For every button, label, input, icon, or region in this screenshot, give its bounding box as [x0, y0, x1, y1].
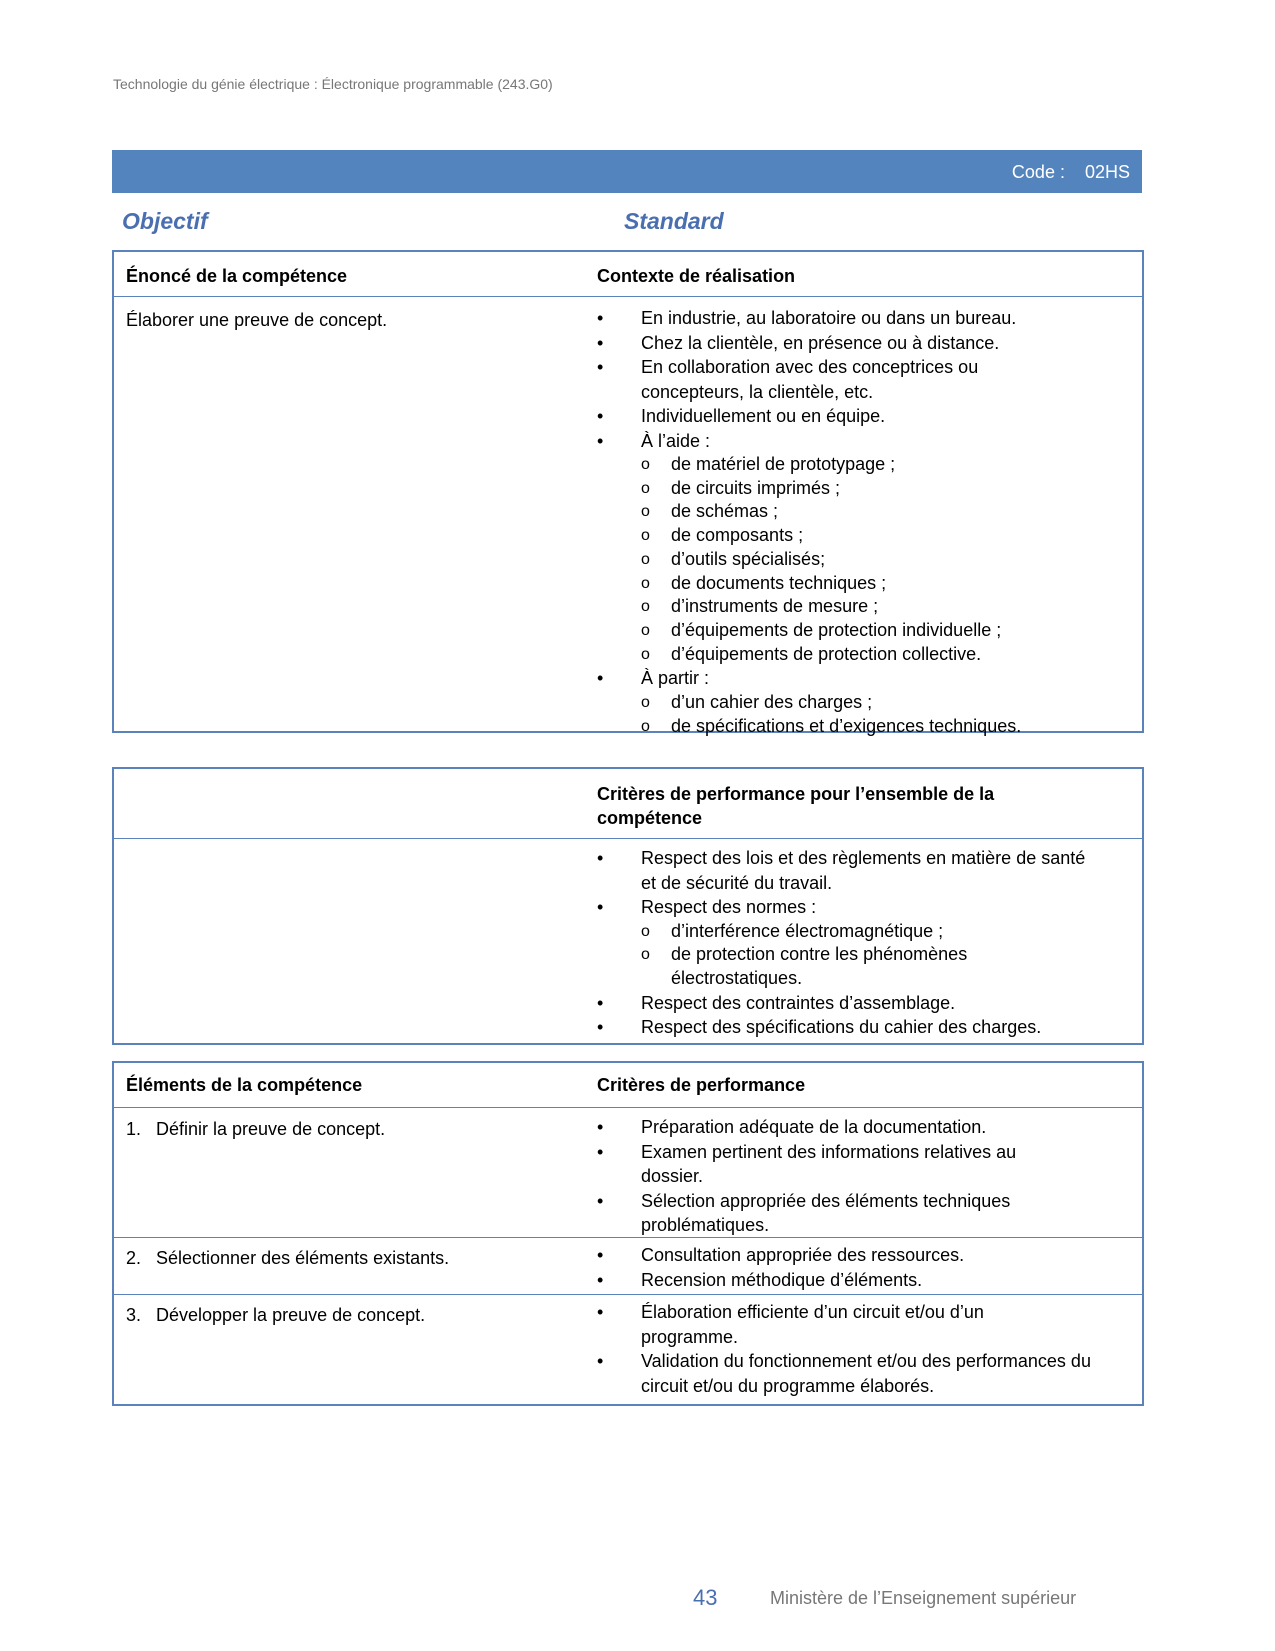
element-label [126, 1117, 576, 1141]
element-number: 2. [126, 1248, 142, 1268]
list-item [597, 895, 1134, 991]
normes-label: Respect des normes : [641, 897, 817, 917]
criteria-list [597, 1300, 1134, 1398]
section-standard: Standard [624, 208, 724, 234]
list-item: • En collaboration avec des conceptrices ou concepteurs, la clientèle, etc. [597, 355, 1031, 404]
criteria-list [597, 1115, 1134, 1238]
list-item: o d’outils spécialisés; [641, 548, 1134, 572]
elements-header: Éléments de la compétence [126, 1075, 363, 1095]
element-text: Développer la preuve de concept. [156, 1305, 426, 1325]
element-label [126, 1303, 576, 1327]
overall-criteria-table [112, 767, 1144, 1045]
element-text: Sélectionner des éléments existants. [156, 1248, 450, 1268]
list-item [597, 429, 1134, 667]
list-item: o de schémas ; [641, 500, 1134, 524]
competence-table [112, 250, 1144, 736]
list-item: • Respect des contraintes d’assemblage. [597, 991, 1134, 1016]
list-item: o d’équipements de protection collective. [641, 643, 1134, 667]
list-item: o d’instruments de mesure ; [641, 595, 1134, 619]
list-item: o d’un cahier des charges ; [641, 691, 1134, 715]
list-item: • Préparation adéquate de la documentation. [597, 1115, 1134, 1140]
list-item: o de spécifications et d’exigences techniques. [641, 715, 1134, 739]
competency-code [1012, 162, 1130, 183]
list-item: o de composants ; [641, 524, 1134, 548]
list-item: o de documents techniques ; [641, 572, 1134, 596]
page-number: 43 [693, 1585, 718, 1610]
criteria-list [597, 1243, 1134, 1292]
element-number: 3. [126, 1305, 142, 1325]
list-item: o d’interférence électromagnétique ; [641, 920, 1134, 944]
list-item [597, 666, 1134, 738]
list-item: o de protection contre les phénomènes électrostatiques. [641, 943, 1021, 990]
program-title: Technologie du génie électrique : Électronique programmable (243.G0) [113, 76, 553, 92]
aide-sublist [641, 453, 1134, 666]
partir-label: À partir : [641, 668, 710, 689]
list-item: • Individuellement ou en équipe. [597, 404, 1134, 429]
elements-table [112, 1061, 1144, 1406]
list-item: • Consultation appropriée des ressources. [597, 1243, 1134, 1268]
footer-ministry: Ministère de l’Enseignement supérieur [770, 1588, 1077, 1608]
list-item: • Validation du fonctionnement et/ou des performances du circuit et/ou du programme élaborés. [597, 1349, 1141, 1398]
list-item: • Sélection appropriée des éléments techniques problématiques. [597, 1189, 1071, 1238]
code-label: Code : [1011, 162, 1065, 182]
overall-criteria-list [597, 846, 1134, 1040]
element-number: 1. [126, 1119, 142, 1139]
competence-table-body [114, 297, 1142, 738]
list-item: o d’équipements de protection individuelle ; [641, 619, 1134, 643]
code-value: 02HS [1084, 162, 1130, 182]
competence-table-header [114, 252, 1142, 297]
overall-criteria-header-row [114, 769, 1142, 839]
list-item: • Respect des lois et des règlements en matière de santé et de sécurité du travail. [597, 846, 1096, 895]
overall-criteria-header: Critères de performance pour l’ensemble de la compétence [597, 784, 995, 828]
list-item: • Chez la clientèle, en présence ou à distance. [597, 331, 1134, 356]
element-label [126, 1246, 576, 1270]
element-row-3 [114, 1295, 1142, 1398]
section-objectif: Objectif [122, 208, 208, 234]
enonce-header: Énoncé de la compétence [126, 266, 348, 286]
contexte-list [597, 306, 1134, 738]
list-item: • Recension méthodique d’éléments. [597, 1268, 1134, 1293]
overall-criteria-body [114, 839, 1142, 1040]
list-item: o de circuits imprimés ; [641, 477, 1134, 501]
element-row-1 [114, 1108, 1142, 1238]
list-item: • Respect des spécifications du cahier des charges. [597, 1015, 1134, 1040]
partir-sublist [641, 691, 1134, 738]
list-item: o de matériel de prototypage ; [641, 453, 1134, 477]
elements-table-header [114, 1063, 1142, 1108]
element-row-2 [114, 1238, 1142, 1295]
normes-sublist [641, 920, 1134, 991]
aide-label: À l’aide : [641, 430, 711, 451]
element-text: Définir la preuve de concept. [156, 1119, 386, 1139]
list-item: • Élaboration efficiente d’un circuit et/ou d’un programme. [597, 1300, 1051, 1349]
list-item: • En industrie, au laboratoire ou dans un bureau. [597, 306, 1134, 331]
performance-header: Critères de performance [597, 1075, 806, 1095]
contexte-header: Contexte de réalisation [597, 266, 796, 286]
enonce-text: Élaborer une preuve de concept. [126, 310, 388, 330]
code-bar [112, 150, 1142, 193]
list-item: • Examen pertinent des informations relatives au dossier. [597, 1140, 1071, 1189]
